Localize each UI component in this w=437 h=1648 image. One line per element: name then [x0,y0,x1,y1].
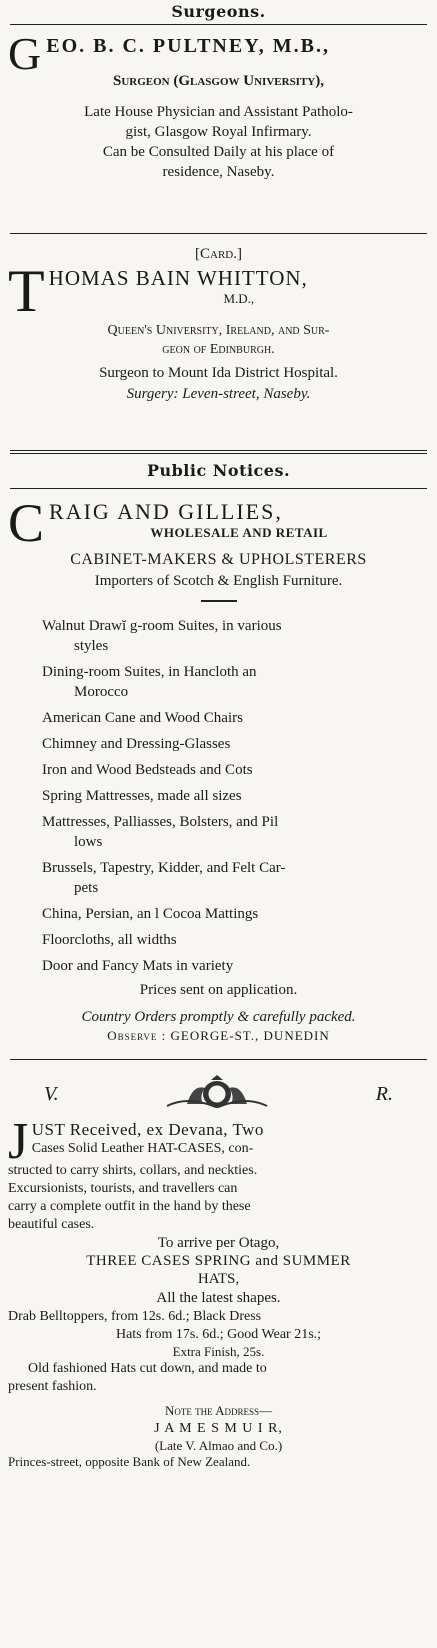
craig-item [42,734,429,754]
muir-line1: UST Received, ex Devana, Two [31,1120,264,1139]
whitton-degree: M.D., [223,291,255,306]
craig-item [42,662,429,702]
craig-item-text: American Cane and Wood Chairs [42,710,243,726]
craig-item [42,904,429,924]
craig-item-continuation: pets [74,880,99,896]
craig-item-continuation: lows [74,834,103,850]
craig-dropcap: C [8,493,47,553]
craig-item-text: Spring Mattresses, made all sizes [42,788,242,804]
muir-line15: present fashion. [8,1379,97,1394]
pulteney-body [8,102,429,182]
whitton-line2: geon of Edinburgh. [162,342,275,357]
muir-line7: To arrive per Otago, [157,1235,280,1251]
whitton-ad [8,234,429,450]
pulteney-line1: Late House Physician and Assistant Patholo- [84,104,353,120]
craig-item-text: Floorcloths, all widths [42,932,177,948]
muir-note: Note the Address— [164,1403,273,1418]
craig-name: RAIG AND GILLIES, [49,499,283,524]
muir-line8: THREE CASES SPRING and SUMMER [86,1253,351,1269]
craig-item [42,858,429,898]
craig-gillies-ad [8,489,429,1059]
muir-line13: Extra Finish, 25s. [172,1344,265,1359]
muir-address: Princes-street, opposite Bank of New Zealand. [8,1454,251,1469]
craig-item-text: Door and Fancy Mats in variety [42,958,234,974]
whitton-line1: Queen's University, Ireland, and Sur- [107,323,330,338]
craig-item [42,786,429,806]
craig-sub: WHOLESALE AND RETAIL [150,525,328,540]
craig-item [42,708,429,728]
whitton-qual [8,321,429,359]
muir-body [8,1113,429,1470]
whitton-dropcap: T [8,258,46,324]
craig-prices: Prices sent on application. [139,982,298,998]
pulteney-line3: Can be Consulted Daily at his place of [102,144,335,160]
pulteney-name: EO. B. C. PULTNEY, M.B., [46,35,331,57]
craig-item-continuation: styles [74,638,109,654]
pulteney-title: Surgeon (Glasgow University), [112,73,324,89]
whitton-name: HOMAS BAIN WHITTON, [48,266,308,290]
muir-v: V. [44,1082,59,1105]
craig-item-text: Brussels, Tapestry, Kidder, and Felt Car- [42,860,286,876]
craig-item [42,812,429,852]
royal-arms-emblem-icon [157,1074,277,1115]
whitton-line3: Surgeon to Mount Ida District Hospital. [99,365,338,381]
craig-short-rule [201,600,237,602]
craig-item [42,956,429,976]
craig-item-text: Mattresses, Palliasses, Bolsters, and Pil [42,814,279,830]
craig-items-list [8,616,429,976]
muir-r: R. [375,1082,393,1105]
muir-line9: HATS, [197,1271,240,1287]
pulteney-line4: residence, Naseby. [162,164,275,180]
pulteney-ad [8,25,429,233]
muir-line2: Cases Solid Leather HAT-CASES, con- [31,1141,254,1156]
muir-line6: beautiful cases. [8,1217,95,1232]
craig-observe: Observe : GEORGE-ST., DUNEDIN [107,1028,330,1043]
notices-header [10,454,427,489]
muir-line12: Hats from 17s. 6d.; Good Wear 21s.; [115,1327,322,1342]
muir-ad [8,1060,429,1470]
muir-late: (Late V. Almao and Co.) [154,1438,283,1453]
craig-item-text: Iron and Wood Bedsteads and Cots [42,762,253,778]
muir-line11: Drab Belltoppers, from 12s. 6d.; Black Dress [8,1309,262,1324]
craig-item-continuation: Morocco [74,684,129,700]
muir-line4: Excursionists, tourists, and travellers can [8,1181,238,1196]
craig-item-text: China, Persian, an l Cocoa Mattings [42,906,259,922]
craig-item [42,760,429,780]
pulteney-dropcap: G [8,28,44,79]
surgeons-header [10,0,427,25]
whitton-line4: Surgery: Leven-street, Naseby. [126,386,311,402]
craig-item-text: Dining-room Suites, in Hancloth an [42,664,257,680]
pulteney-name-line [8,28,429,79]
surgeons-header-text: Surgeons. [171,2,266,21]
muir-line3: structed to carry shirts, collars, and neckties. [8,1163,258,1178]
craig-item [42,930,429,950]
craig-country: Country Orders promptly & carefully packed. [81,1009,356,1025]
whitton-card: [Card.] [195,246,242,262]
muir-name: J A M E S M U I R, [154,1421,283,1436]
pulteney-line2: gist, Glasgow Royal Infirmary. [125,124,312,140]
muir-dropcap: J [8,1113,29,1170]
royal-arms-line [8,1074,429,1114]
muir-line10: All the latest shapes. [156,1290,281,1306]
craig-trade: CABINET-MAKERS & UPHOLSTERERS [70,551,367,568]
craig-item-text: Chimney and Dressing-Glasses [42,736,231,752]
notices-header-text: Public Notices. [146,461,291,480]
craig-item-text: Walnut Drawĭ g-room Suites, in various [42,618,282,634]
craig-importers: Importers of Scotch & English Furniture. [94,573,343,589]
craig-item [42,616,429,656]
muir-line14: Old fashioned Hats cut down, and made to [28,1361,267,1376]
muir-line5: carry a complete outfit in the hand by these [8,1199,251,1214]
